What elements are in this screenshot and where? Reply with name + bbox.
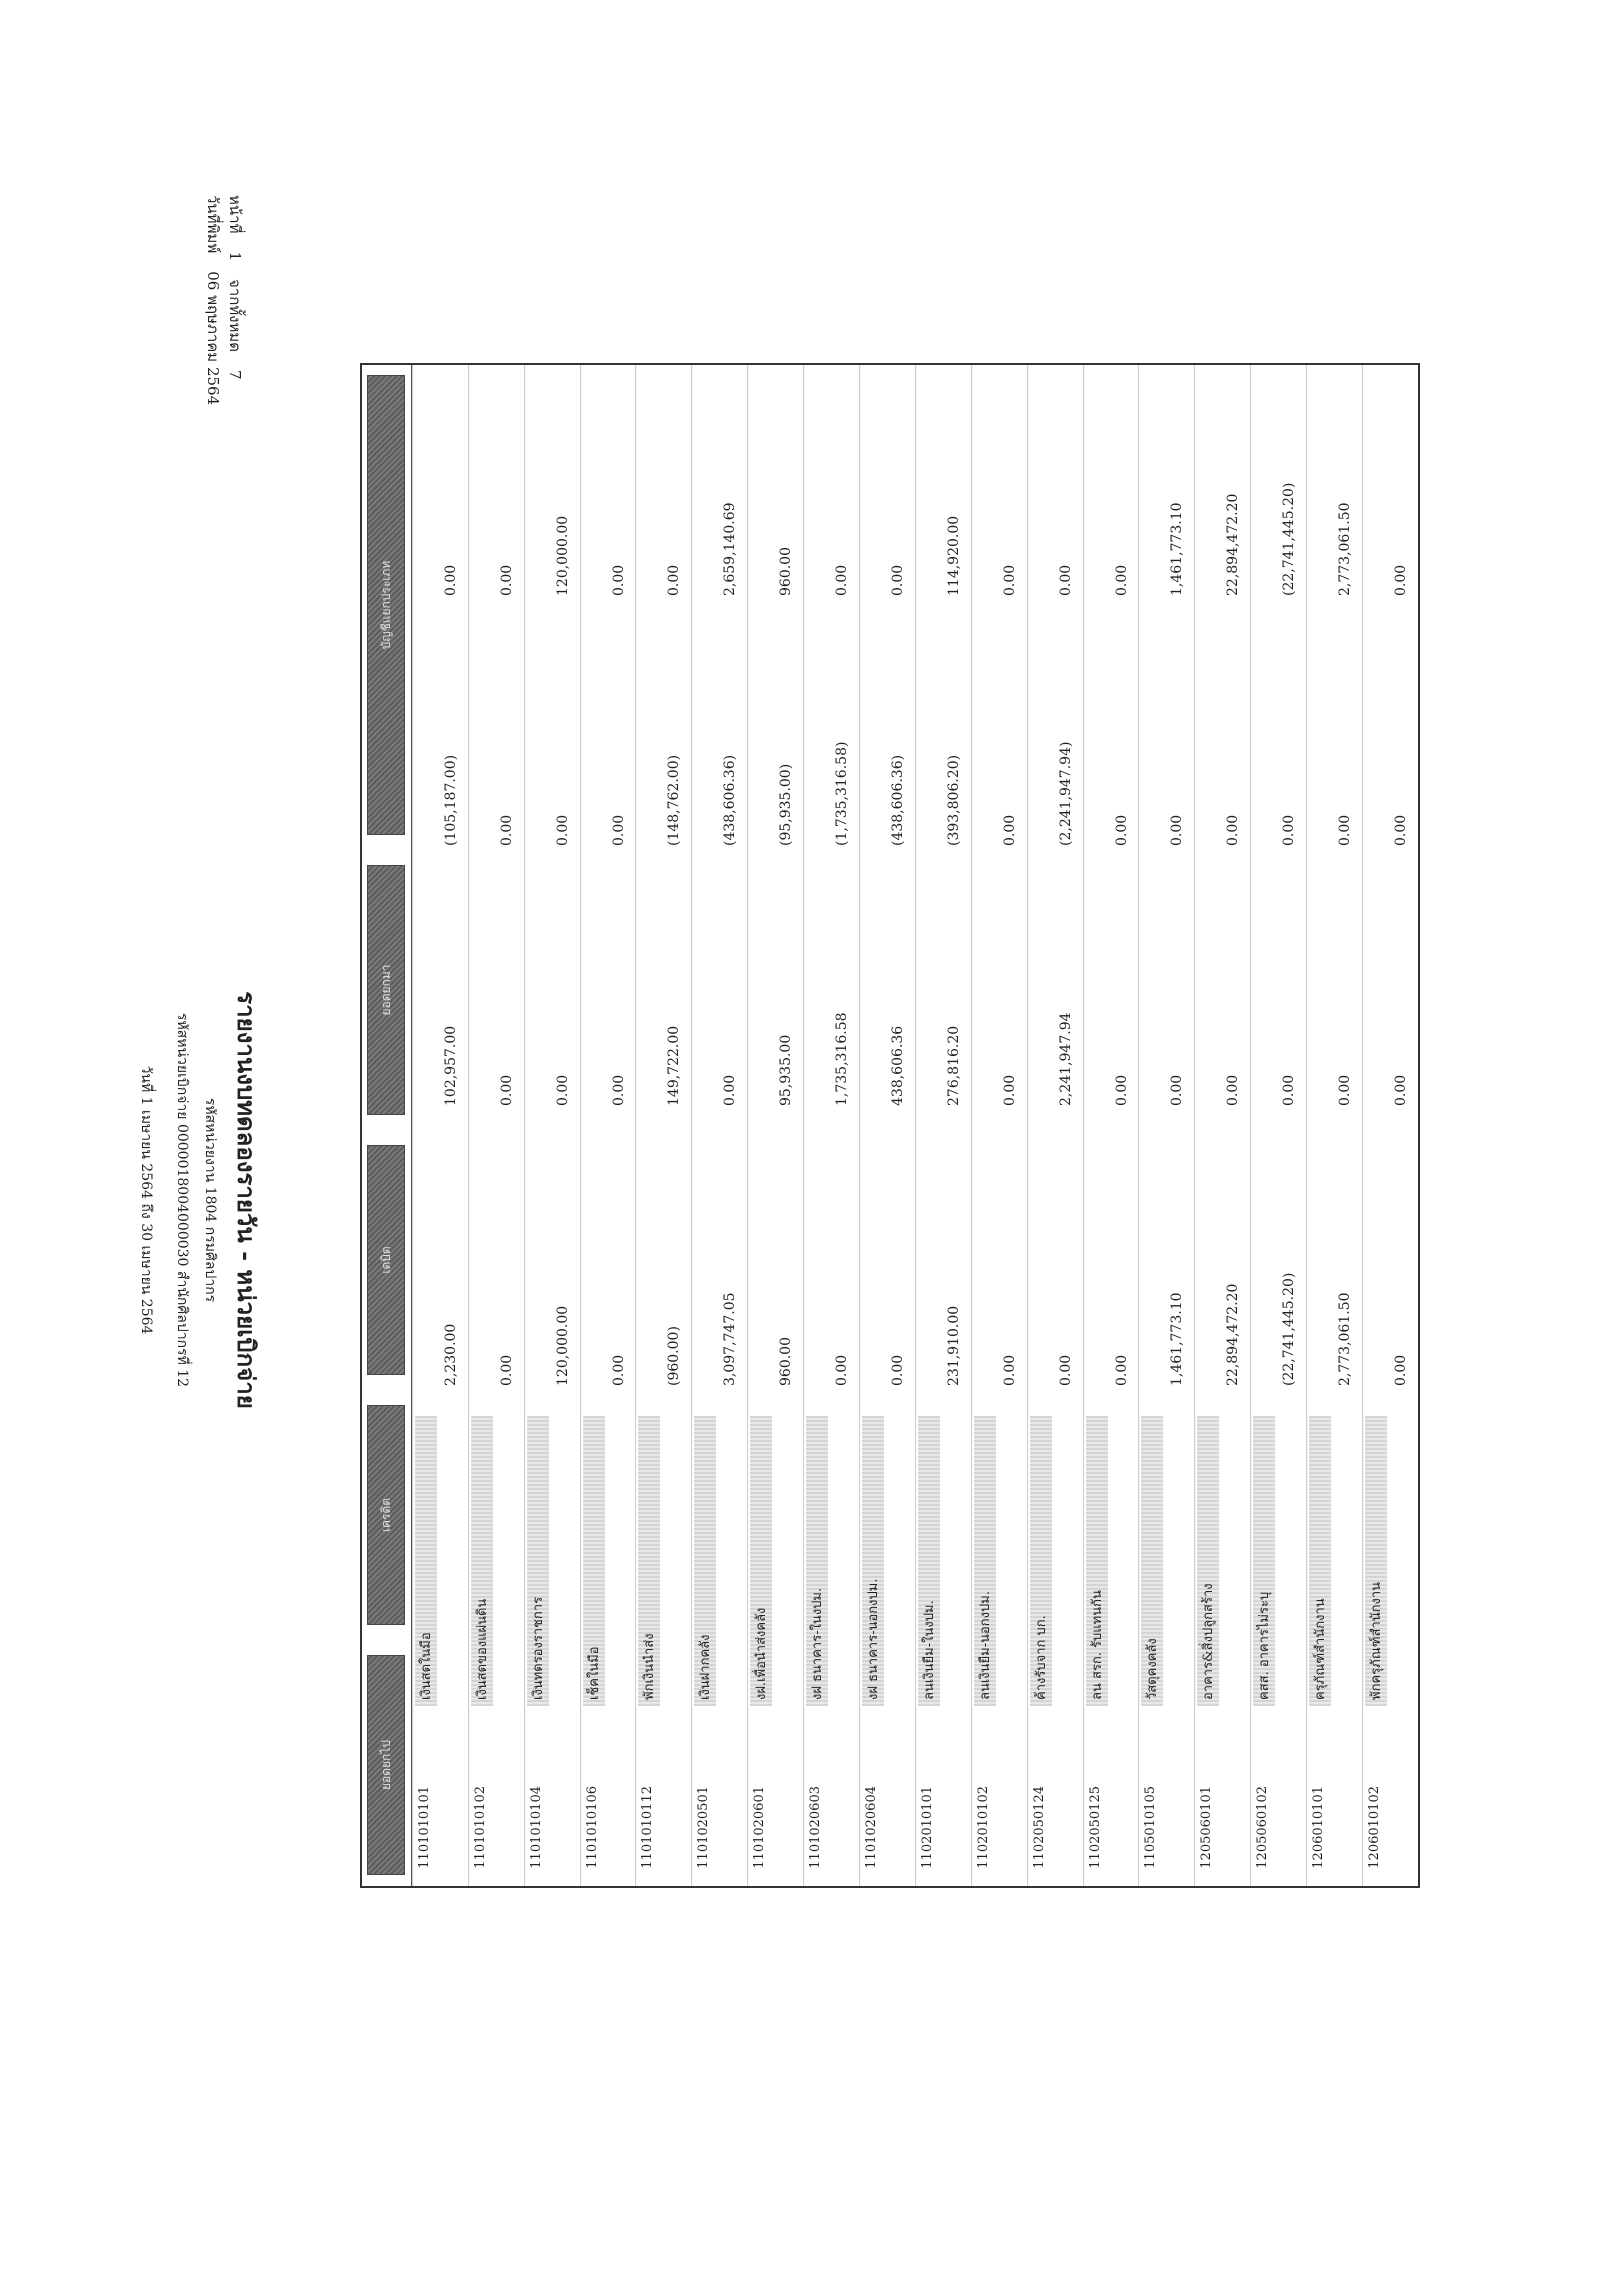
- carried-forward-value: 0.00: [834, 564, 851, 596]
- account-code: 1206010102: [1367, 1786, 1383, 1869]
- account-code: 1101020601: [752, 1786, 768, 1869]
- debit-value: 0.00: [1281, 1074, 1298, 1106]
- account-name: เงินสดในมือ: [415, 1416, 437, 1706]
- credit-value: 0.00: [610, 814, 627, 846]
- brought-forward-value: 0.00: [1113, 1354, 1130, 1386]
- carried-forward-value: 114,920.00: [945, 515, 962, 596]
- table-row: [859, 365, 915, 1886]
- account-name: พักครุภัณฑ์สำนักงาน: [1365, 1416, 1387, 1706]
- carried-forward-value: 2,773,061.50: [1337, 502, 1354, 596]
- debit-value: 95,935.00: [778, 1034, 795, 1106]
- table-row: [412, 365, 468, 1886]
- carried-forward-value: 960.00: [778, 547, 795, 596]
- account-name: ครุภัณฑ์สำนักงาน: [1309, 1416, 1331, 1706]
- carried-forward-value: 0.00: [890, 564, 906, 596]
- account-code: 1205060102: [1255, 1786, 1271, 1869]
- table-row: [1139, 365, 1195, 1886]
- brought-forward-value: 231,910.00: [945, 1305, 962, 1386]
- carried-forward-value: 1,461,773.10: [1169, 502, 1186, 596]
- table-row: [1083, 365, 1139, 1886]
- debit-value: 149,722.00: [666, 1025, 683, 1106]
- total-pages: 7: [226, 370, 244, 380]
- account-name: อาคาร&สิ่งปลูกสร้าง: [1197, 1416, 1219, 1706]
- total-label: จากทั้งหมด: [226, 279, 244, 353]
- page-number: 1: [226, 251, 244, 261]
- carried-forward-value: 120,000.00: [554, 515, 571, 596]
- account-name: เงินสดของแผ่นดิน: [471, 1416, 493, 1706]
- account-name: งฝ ธนาคาร-นอกงปม.: [862, 1416, 884, 1706]
- carried-forward-value: 2,659,140.69: [722, 502, 739, 596]
- account-name: เช็คในมือ: [583, 1416, 605, 1706]
- carried-forward-value: 0.00: [1393, 564, 1409, 596]
- account-code: 1102050124: [1031, 1786, 1047, 1869]
- table-row: [971, 365, 1027, 1886]
- credit-value: (1,735,316.58): [834, 741, 851, 846]
- table-row: [1194, 365, 1250, 1886]
- credit-value: (393,806.20): [945, 754, 962, 846]
- brought-forward-value: 1,461,773.10: [1169, 1292, 1186, 1386]
- carried-forward-value: 0.00: [666, 564, 683, 596]
- carried-forward-value: 0.00: [1057, 564, 1074, 596]
- table-row: [747, 365, 803, 1886]
- unit-code: รหัสหน่วยงาน 1804 กรมศิลปากร: [202, 1097, 218, 1303]
- debit-value: 0.00: [498, 1074, 515, 1106]
- carried-forward-value: 0.00: [610, 564, 627, 596]
- account-code: 1102050125: [1087, 1786, 1103, 1869]
- table-row: [803, 365, 859, 1886]
- brought-forward-value: 0.00: [1393, 1354, 1409, 1386]
- account-code: 1101010106: [584, 1786, 600, 1869]
- disburse-code: รหัสหน่วยเบิกจ่าย 0000018004000030 สำนักศิลปากรที่ 12: [174, 1012, 190, 1388]
- credit-value: (438,606.36): [890, 754, 906, 846]
- account-code: 1101020501: [696, 1786, 712, 1869]
- account-code: 1101010104: [528, 1786, 544, 1869]
- account-code: 1102010102: [975, 1786, 991, 1869]
- debit-value: 0.00: [1001, 1074, 1018, 1106]
- ledger-table: [360, 363, 1420, 1888]
- brought-forward-value: 120,000.00: [554, 1305, 571, 1386]
- credit-value: 0.00: [1337, 814, 1354, 846]
- report-title: รายงานงบทดลองรายวัน - หน่วยเบิกจ่าย: [232, 991, 261, 1409]
- account-code: 1101020603: [808, 1786, 824, 1869]
- brought-forward-value: 2,773,061.50: [1337, 1292, 1354, 1386]
- column-header: เดบิต: [367, 1145, 405, 1375]
- credit-value: (438,606.36): [722, 754, 739, 846]
- table-row: [1362, 365, 1418, 1886]
- account-code: 1206010101: [1311, 1786, 1327, 1869]
- column-header: ยอดยกมา: [367, 865, 405, 1115]
- debit-value: 0.00: [1393, 1074, 1409, 1106]
- carried-forward-value: (22,741,445.20): [1281, 482, 1298, 596]
- table-row: [1306, 365, 1362, 1886]
- account-code: 1102010101: [920, 1786, 936, 1869]
- account-name: พักเงินนำส่ง: [639, 1416, 661, 1706]
- account-name: เงินทดรองราชการ: [527, 1416, 549, 1706]
- carried-forward-value: 0.00: [442, 564, 459, 596]
- table-row: [468, 365, 524, 1886]
- table-row: [1250, 365, 1306, 1886]
- debit-value: 0.00: [1113, 1074, 1130, 1106]
- brought-forward-value: 0.00: [1001, 1354, 1018, 1386]
- account-code: 1101020604: [864, 1786, 880, 1869]
- carried-forward-value: 22,894,472.20: [1225, 493, 1242, 596]
- print-date: 06 พฤษภาคม 2564: [204, 271, 222, 406]
- account-code: 1205060101: [1199, 1786, 1215, 1869]
- table-row: [636, 365, 692, 1886]
- account-name: วัสดุคงคลัง: [1142, 1416, 1164, 1706]
- brought-forward-value: 0.00: [890, 1354, 906, 1386]
- credit-value: (105,187.00): [442, 754, 459, 846]
- debit-value: 438,606.36: [890, 1025, 906, 1106]
- account-code: 1101010101: [417, 1786, 433, 1869]
- table-row: [580, 365, 636, 1886]
- brought-forward-value: 22,894,472.20: [1225, 1283, 1242, 1386]
- debit-value: 1,735,316.58: [834, 1012, 851, 1106]
- brought-forward-value: (22,741,445.20): [1281, 1272, 1298, 1386]
- debit-value: 102,957.00: [442, 1025, 459, 1106]
- carried-forward-value: 0.00: [1113, 564, 1130, 596]
- brought-forward-value: 0.00: [834, 1354, 851, 1386]
- account-code: 1105010105: [1143, 1786, 1159, 1869]
- credit-value: 0.00: [1225, 814, 1242, 846]
- table-body: [412, 365, 1418, 1886]
- debit-value: 0.00: [722, 1074, 739, 1106]
- credit-value: 0.00: [498, 814, 515, 846]
- page-info: [202, 195, 246, 405]
- brought-forward-value: 0.00: [1057, 1354, 1074, 1386]
- print-label: วันที่พิมพ์: [204, 195, 222, 254]
- report-header: [135, 900, 266, 1500]
- account-name: เงินฝากคลัง: [694, 1416, 716, 1706]
- credit-value: 0.00: [1113, 814, 1130, 846]
- brought-forward-value: 0.00: [610, 1354, 627, 1386]
- brought-forward-value: 0.00: [498, 1354, 515, 1386]
- column-header: บัญชีแยกประเภท: [367, 375, 405, 835]
- account-name: งฝ.เพื่อนำส่งคลัง: [750, 1416, 772, 1706]
- debit-value: 276,816.20: [945, 1025, 962, 1106]
- debit-value: 0.00: [610, 1074, 627, 1106]
- carried-forward-value: 0.00: [498, 564, 515, 596]
- table-row: [1027, 365, 1083, 1886]
- brought-forward-value: 960.00: [778, 1337, 795, 1386]
- debit-value: 0.00: [1337, 1074, 1354, 1106]
- debit-value: 2,241,947.94: [1057, 1012, 1074, 1106]
- credit-value: 0.00: [554, 814, 571, 846]
- table-row: [524, 365, 580, 1886]
- account-name: งฝ ธนาคาร-ในงปม.: [806, 1416, 828, 1706]
- debit-value: 0.00: [1169, 1074, 1186, 1106]
- brought-forward-value: (960.00): [666, 1326, 683, 1386]
- account-name: ลน สรก. รับแทนกัน: [1086, 1416, 1108, 1706]
- account-code: 1101010112: [640, 1786, 656, 1869]
- credit-value: 0.00: [1281, 814, 1298, 846]
- credit-value: 0.00: [1393, 814, 1409, 846]
- table-row: [915, 365, 971, 1886]
- debit-value: 0.00: [554, 1074, 571, 1106]
- table-row: [691, 365, 747, 1886]
- carried-forward-value: 0.00: [1001, 564, 1018, 596]
- credit-value: (95,935.00): [778, 763, 795, 846]
- debit-value: 0.00: [1225, 1074, 1242, 1106]
- credit-value: 0.00: [1169, 814, 1186, 846]
- table-header: [362, 365, 412, 1886]
- date-range: วันที่ 1 เมษายน 2564 ถึง 30 เมษายน 2564: [138, 1065, 154, 1335]
- brought-forward-value: 3,097,747.05: [722, 1292, 739, 1386]
- page-label: หน้าที่: [226, 195, 244, 234]
- account-name: ค้างรับจาก บก.: [1030, 1416, 1052, 1706]
- credit-value: (2,241,947.94): [1057, 741, 1074, 846]
- account-name: คสส. อาคารไม่ระบุ: [1253, 1416, 1275, 1706]
- account-name: ลนเงินยืม-นอกงปม.: [974, 1416, 996, 1706]
- column-header: เครดิต: [367, 1405, 405, 1625]
- column-header: ยอดยกไป: [367, 1655, 405, 1875]
- brought-forward-value: 2,230.00: [442, 1323, 459, 1386]
- account-name: ลนเงินยืม-ในงปม.: [918, 1416, 940, 1706]
- credit-value: 0.00: [1001, 814, 1018, 846]
- account-code: 1101010102: [472, 1786, 488, 1869]
- credit-value: (148,762.00): [666, 754, 683, 846]
